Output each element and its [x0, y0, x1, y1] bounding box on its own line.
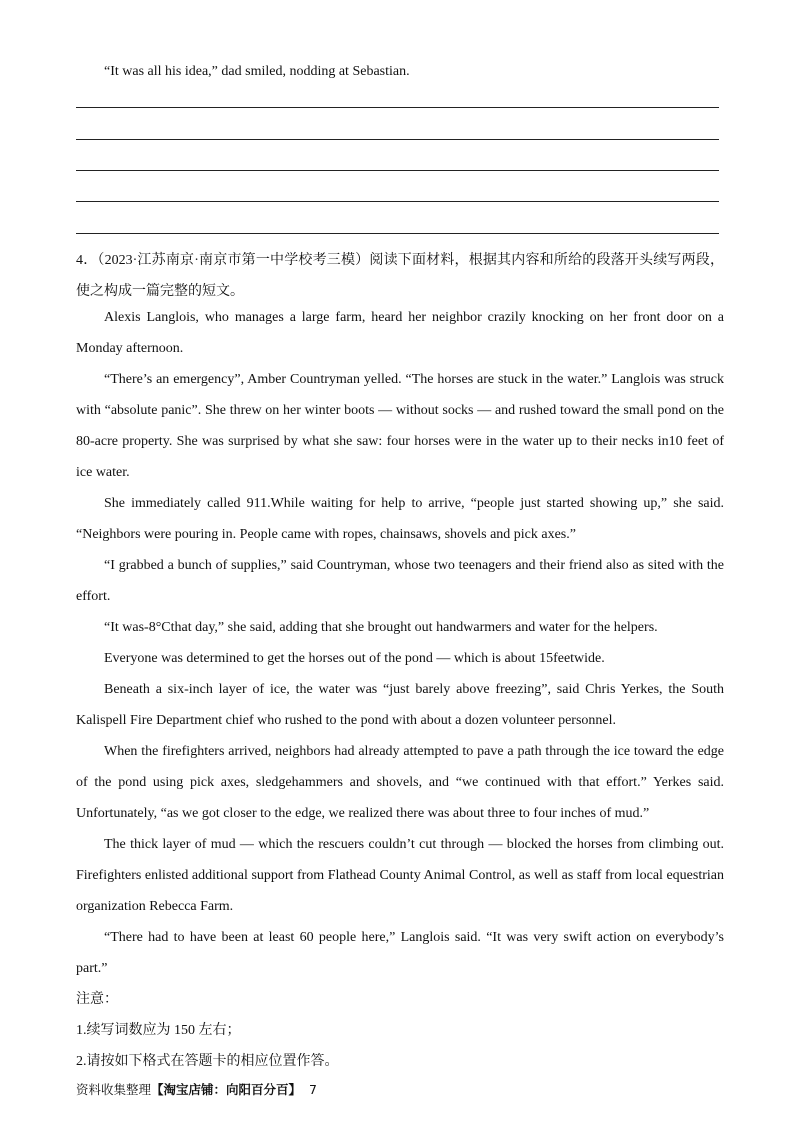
- page-footer: [76, 1080, 317, 1100]
- answer-line[interactable]: [76, 139, 719, 140]
- answer-line[interactable]: [76, 233, 719, 234]
- passage-paragraph: Everyone was determined to get the horses out of the pond — which is about 15feetwide.: [104, 651, 605, 666]
- passage-paragraph: The thick layer of mud — which the rescuers couldn’t cut through — blocked the horses from climbing out. Firefighters enlisted additional support from Flathead County Animal Control, as well as staff from local equestrian organization Rebecca Farm.: [76, 837, 724, 914]
- passage-paragraph: “There had to have been at least 60 people here,” Langlois said. “It was very swift action on everybody’s part.”: [76, 930, 724, 976]
- answer-line[interactable]: [76, 170, 719, 171]
- answer-line[interactable]: [76, 201, 719, 202]
- answer-line[interactable]: [76, 107, 719, 108]
- footer-source: 资料收集整理: [76, 1082, 152, 1097]
- footer-shop: 【淘宝店铺：向阳百分百】: [151, 1082, 302, 1097]
- passage-paragraph: “It was-8°Cthat day,” she said, adding that she brought out handwarmers and water for the helpers.: [104, 620, 658, 635]
- reading-passage: [76, 302, 724, 1077]
- continuation-prompt: “It was all his idea,” dad smiled, nodding at Sebastian.: [104, 64, 410, 79]
- passage-paragraph: “There’s an emergency”, Amber Countryman yelled. “The horses are stuck in the water.” Langlois was struck with “absolute panic”. She threw on her winter boots — without socks — and rushed toward the small pond on the 80-acre property. She was surprised by what she saw: four horses were in the water up to their necks in10 feet of ice water.: [76, 372, 724, 480]
- note-item: 1.续写词数应为 150 左右；: [76, 1023, 241, 1038]
- passage-paragraph: When the firefighters arrived, neighbors had already attempted to pave a path through the ice toward the edge of the pond using pick axes, sledgehammers and shovels, and “we continued with that effort.” Yerkes said. Unfortunately, “as we got closer to the edge, we realized there was about three to four inches of mud.”: [76, 744, 724, 821]
- passage-paragraph: She immediately called 911.While waiting for help to arrive, “people just started showing up,” she said. “Neighbors were pouring in. People came with ropes, chainsaws, shovels and pick axes.”: [76, 496, 724, 542]
- note-item: 2.请按如下格式在答题卡的相应位置作答。: [76, 1054, 339, 1069]
- passage-paragraph: Alexis Langlois, who manages a large farm, heard her neighbor crazily knocking on her front door on a Monday afternoon.: [76, 310, 724, 356]
- notes-title: 注意：: [76, 992, 118, 1007]
- question-header: 4．（2023·江苏南京·南京市第一中学校考三模）阅读下面材料，根据其内容和所给的段落开头续写两段，使之构成一篇完整的短文。: [76, 253, 724, 299]
- passage-paragraph: Beneath a six-inch layer of ice, the water was “just barely above freezing”, said Chris Yerkes, the South Kalispell Fire Department chief who rushed to the pond with about a dozen volunteer personnel.: [76, 682, 724, 728]
- page-number: 7: [308, 1082, 317, 1097]
- passage-paragraph: “I grabbed a bunch of supplies,” said Countryman, whose two teenagers and their friend also as sited with the effort.: [76, 558, 724, 604]
